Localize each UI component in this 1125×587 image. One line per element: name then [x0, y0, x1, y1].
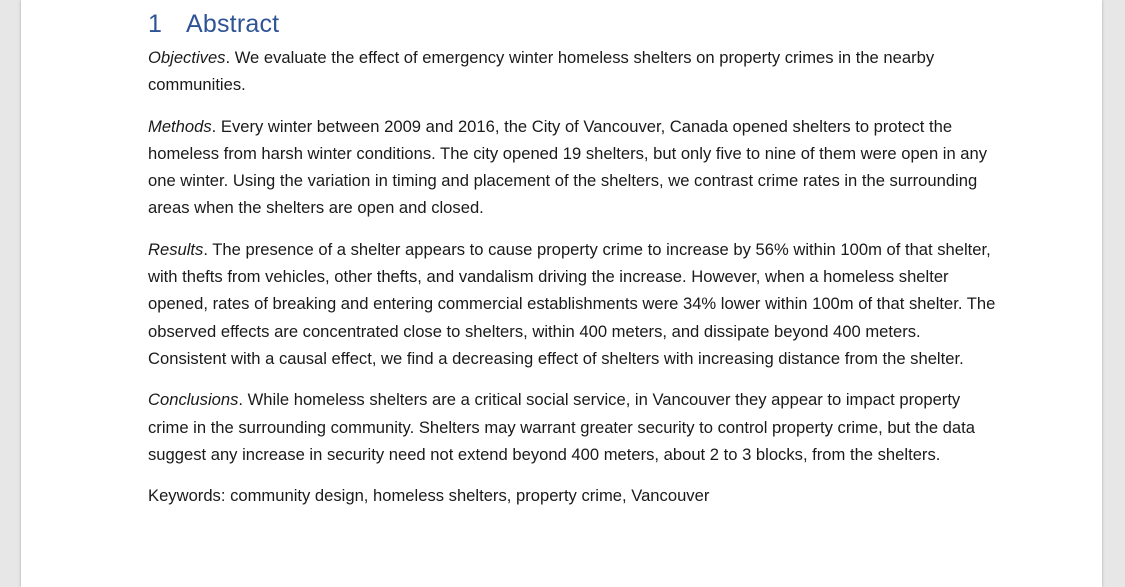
section-heading [148, 6, 998, 42]
methods-paragraph [148, 113, 998, 222]
results-lead: Results [148, 239, 204, 259]
document-page [21, 0, 1102, 587]
section-title: Abstract [186, 10, 280, 38]
objectives-text: . We evaluate the effect of emergency winter homeless shelters on property crimes in the nearby communities. [148, 48, 935, 95]
methods-lead: Methods [148, 116, 212, 136]
results-text: . The presence of a shelter appears to cause property crime to increase by 56% within 100m of that shelter, with thefts from vehicles, other thefts, and vandalism driving the increase. However, when a homeless shelter opened, rates of breaking and entering commercial establishments were 34% lower within 100m of that shelter. The observed effects are concentrated close to shelters, within 400 meters, and dissipate beyond 400 meters. Consistent with a causal effect, we find a decreasing effect of shelters with increasing distance from the shelter. [148, 239, 996, 368]
methods-text: . Every winter between 2009 and 2016, the City of Vancouver, Canada opened shelters to protect the homeless from harsh winter conditions. The city opened 19 shelters, but only five to nine of them were open in any one winter. Using the variation in timing and placement of the shelters, we contrast crime rates in the surrounding areas when the shelters are open and closed. [148, 116, 988, 218]
document-content [148, 6, 998, 509]
conclusions-text: . While homeless shelters are a critical social service, in Vancouver they appear to impact property crime in the surrounding community. Shelters may warrant greater security to control property crime, but the data suggest any increase in security need not extend beyond 400 meters, about 2 to 3 blocks, from the shelters. [148, 390, 975, 464]
objectives-lead: Objectives [148, 48, 226, 67]
conclusions-paragraph [148, 386, 998, 468]
keywords-line: Keywords: community design, homeless shelters, property crime, Vancouver [148, 486, 710, 506]
results-paragraph [148, 236, 998, 372]
section-number: 1 [148, 10, 163, 38]
objectives-paragraph [148, 44, 998, 99]
conclusions-lead: Conclusions [148, 390, 239, 410]
